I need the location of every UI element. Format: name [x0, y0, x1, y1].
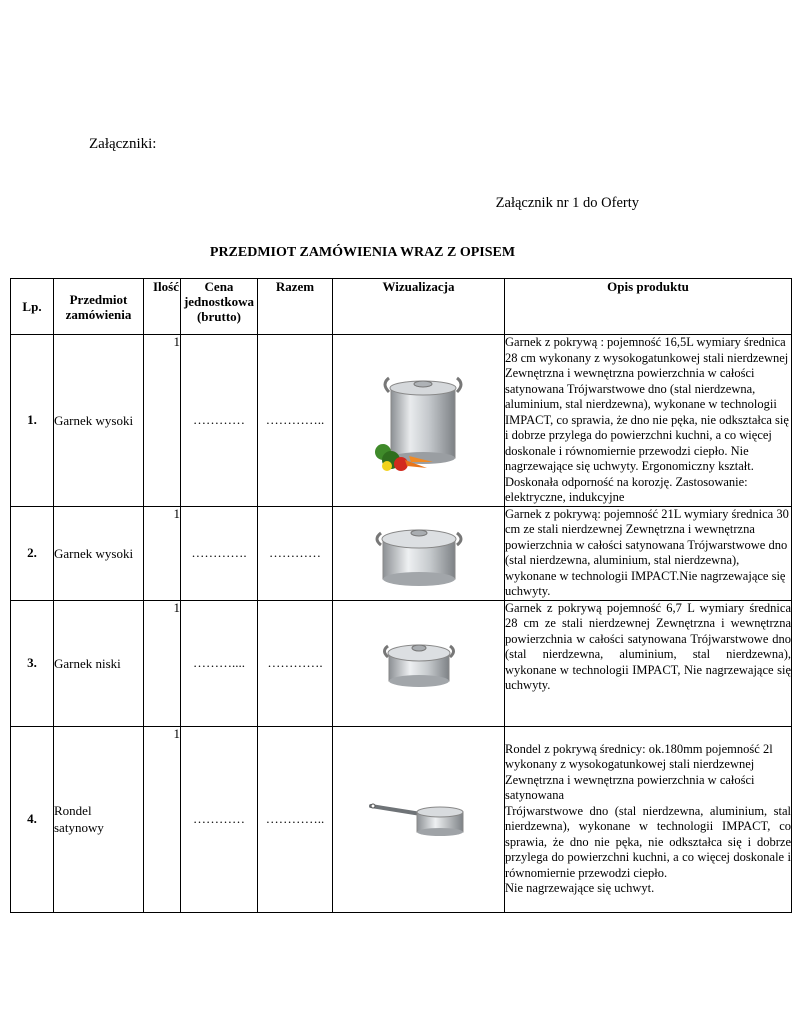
row-total: ………….. — [258, 335, 333, 507]
row-price: ………… — [181, 335, 258, 507]
table-row — [11, 335, 792, 507]
row-lp: 1. — [11, 335, 54, 507]
row-total: ………….. — [258, 726, 333, 912]
row-lp: 2. — [11, 506, 54, 600]
header-total: Razem — [258, 279, 333, 335]
header-lp: Lp. — [11, 279, 54, 335]
row-desc: Garnek z pokrywą : pojemność 16,5L wymiary średnica 28 cm wykonany z wysokogatunkowej stali nierdzewnej Zewnętrzna i wewnętrzna powierzchnia w całości satynowana Trójwarstwowe dno (stal nierdzewna, aluminium, stal nierdzewna), wykonane w technologii IMPACT, co sprawia, że dno nie pęka, nie odkształca się i dobrze przylega do powierzchni kuchni, a co więcej doskonale i równomiernie przewodzi ciepło. Nie nagrzewające się uchwyty. Ergonomiczny kształt. Doskonała odporność na korozję. Zastosowanie: elektryczne, indukcyjne — [505, 335, 792, 507]
header-desc: Opis produktu — [505, 279, 792, 335]
row-qty: 1 — [144, 726, 181, 912]
desc-line: Trójwarstwowe dno (stal nierdzewna, aluminium, stal nierdzewna), wykonane w technologii IMPACT, co sprawia, że dno nie pęka, nie odkształca się i dobrze przylega do powierzchni kuchni, a co więcej doskonale i równomiernie przewodzi ciepło. — [505, 803, 791, 880]
attachments-label: Załączniki: — [89, 136, 157, 152]
saucepan-image — [333, 726, 505, 912]
row-name: Garnek niski — [54, 600, 144, 726]
annex-label: Załącznik nr 1 do Oferty — [495, 195, 639, 211]
row-qty: 1 — [144, 335, 181, 507]
row-desc: Garnek z pokrywą pojemność 6,7 L wymiary średnica 28 cm ze stali nierdzewnej Zewnętrzna i wewnętrzna powierzchnia w całości satynowana Trójwarstwowe dno (stal nierdzewna, aluminium, stal nierdzewna), wykonane w technologii IMPACT, Nie nagrzewające się uchwyty. — [505, 600, 792, 726]
row-lp: 4. — [11, 726, 54, 912]
table-row — [11, 600, 792, 726]
row-price: ……….... — [181, 600, 258, 726]
row-qty: 1 — [144, 600, 181, 726]
row-name: Rondel satynowy — [54, 726, 144, 912]
row-price: …………. — [181, 506, 258, 600]
page-title: PRZEDMIOT ZAMÓWIENIA WRAZ Z OPISEM — [209, 245, 516, 260]
row-desc — [505, 726, 792, 912]
row-qty: 1 — [144, 506, 181, 600]
header-price: Cena jednostkowa (brutto) — [181, 279, 258, 335]
table-row — [11, 726, 792, 912]
desc-line: Nie nagrzewające się uchwyt. — [505, 881, 655, 895]
row-lp: 3. — [11, 600, 54, 726]
row-total: …………. — [258, 600, 333, 726]
desc-line: Rondel z pokrywą średnicy: ok.180mm pojemność 2l wykonany z wysokogatunkowej stali nierdzewnej Zewnętrzna i wewnętrzna powierzchnia w całości satynowana — [505, 741, 773, 802]
header-qty: Ilość — [144, 279, 181, 335]
items-table — [10, 278, 792, 913]
table-row — [11, 506, 792, 600]
low-pot-image — [333, 600, 505, 726]
tall-stock-pot-with-vegetables-image — [333, 335, 505, 507]
row-price: ………… — [181, 726, 258, 912]
row-name: Garnek wysoki — [54, 506, 144, 600]
row-total: ………… — [258, 506, 333, 600]
header-viz: Wizualizacja — [333, 279, 505, 335]
row-desc: Garnek z pokrywą: pojemność 21L wymiary średnica 30 cm ze stali nierdzewnej Zewnętrzna i wewnętrzna powierzchnia w całości satynowana Trójwarstwowe dno (stal nierdzewna, aluminium, stal nierdzewna), wykonane w technologii IMPACT.Nie nagrzewające się uchwyty. — [505, 506, 792, 600]
row-name: Garnek wysoki — [54, 335, 144, 507]
header-item: Przedmiot zamówienia — [54, 279, 144, 335]
table-header-row — [11, 279, 792, 335]
stock-pot-image — [333, 506, 505, 600]
